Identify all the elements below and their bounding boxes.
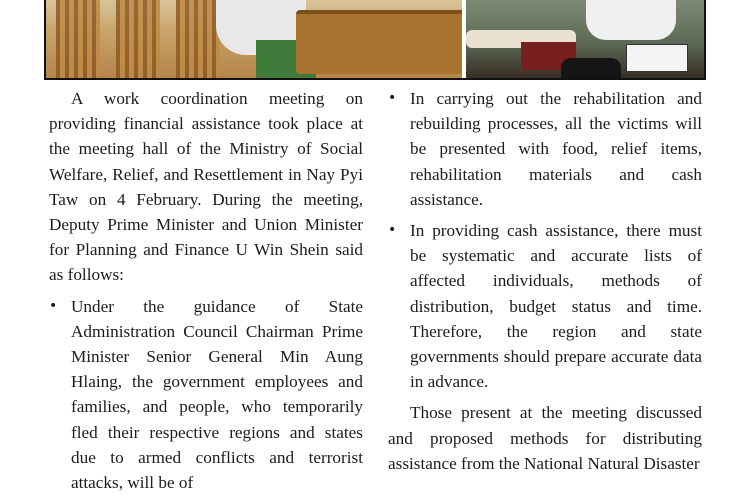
chair-shape: [116, 0, 160, 78]
bullet-item: [388, 86, 702, 212]
chair-shape: [176, 0, 220, 78]
bullet-dot-icon: •: [49, 297, 58, 314]
bullet-dot-icon: •: [388, 90, 397, 106]
intro-paragraph: A work coordination meeting on providing financial assistance took place at the meeting hall of the Ministry of Social Welfare, Relief, and Resettlement in Nay Pyi Taw on 4 February. During the meeting, Deputy Prime Minister and Union Minister for Planning and Finance U Win Shein said as follows:: [49, 89, 363, 285]
right-column: [388, 86, 702, 482]
bullet-item: [388, 218, 702, 394]
meeting-table: [296, 10, 466, 74]
meeting-photo-frame: [44, 0, 706, 80]
meeting-hall-photo: [46, 0, 462, 78]
name-plate: [626, 44, 688, 72]
bullet-text: Under the guidance of State Administration Council Chairman Prime Minister Senior General Min Aung Hlaing, the government employees and families, and people, who temporarily fled their respective regions and states due to armed conflicts and terrorist attacks, will be of: [71, 296, 363, 493]
right-bullet-list: [388, 86, 702, 394]
bullet-item: [49, 294, 363, 496]
speaker-figure: [586, 0, 676, 40]
bullet-dot-icon: •: [388, 222, 397, 239]
left-column: [49, 86, 363, 501]
chair-shape: [56, 0, 100, 78]
bullet-text: In carrying out the rehabilitation and rebuilding processes, all the victims will be presented with food, relief items, rehabilitation materials and cash assistance.: [410, 89, 702, 209]
microphone: [561, 58, 621, 78]
bullet-text: In providing cash assistance, there must be systematic and accurate lists of affected individuals, methods of distribution, budget status and time. Therefore, the region and state governments should prepare accurate data in advance.: [410, 221, 702, 392]
left-bullet-list: [49, 294, 363, 496]
speaker-photo: [466, 0, 706, 78]
closing-paragraph: Those present at the meeting discussed and proposed methods for distributing assistance from the National Natural Disaster: [388, 403, 702, 473]
